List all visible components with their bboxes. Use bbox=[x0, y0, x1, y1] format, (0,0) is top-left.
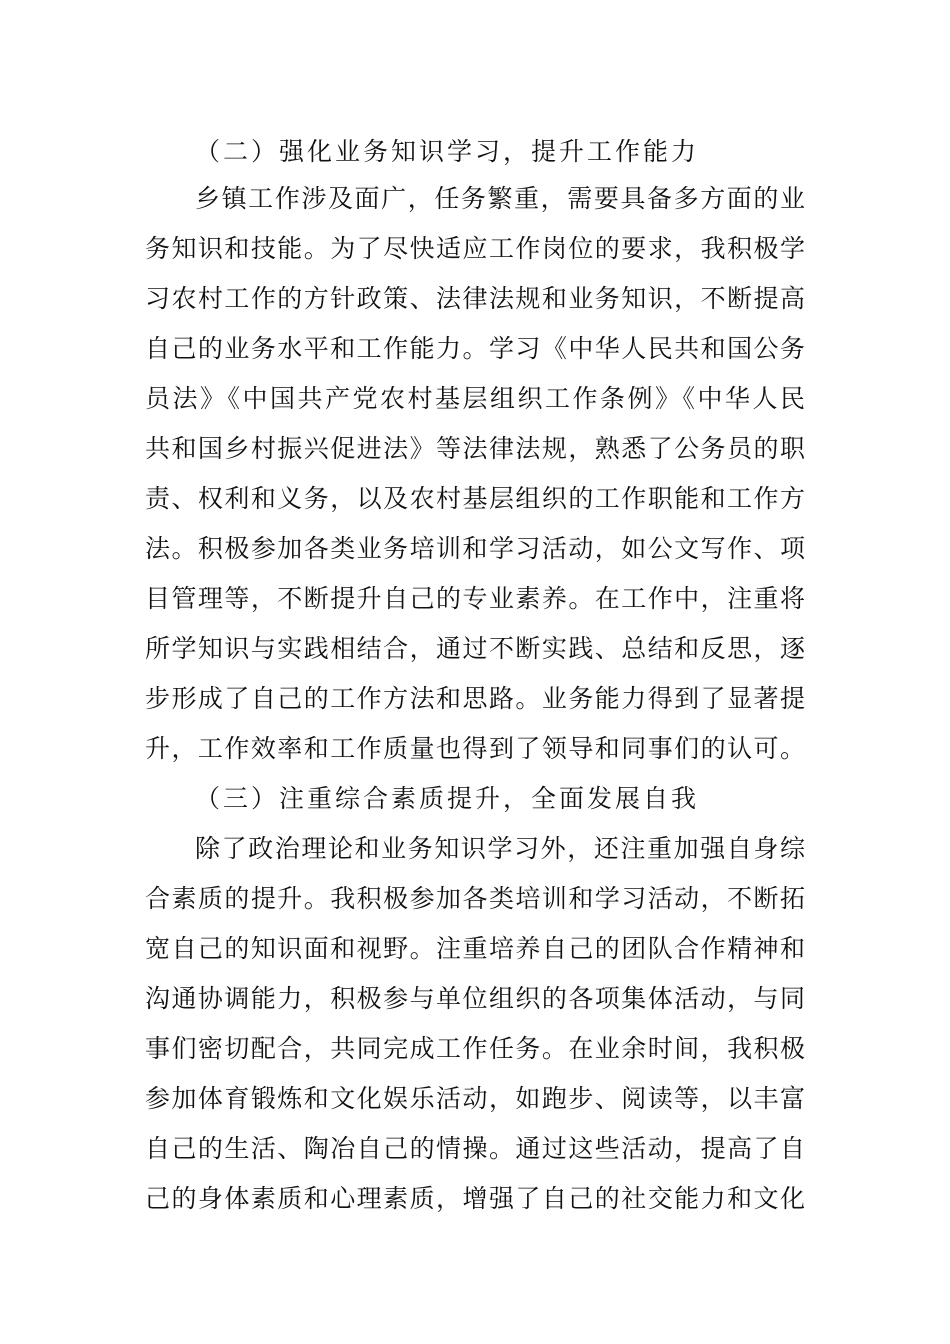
paragraph-line: 升，工作效率和工作质量也得到了领导和同事们的认可。 bbox=[145, 734, 805, 763]
paragraph-line: 合素质的提升。我积极参加各类培训和学习活动，不断拓 bbox=[145, 884, 805, 913]
paragraph-line: 参加体育锻炼和文化娱乐活动，如跑步、阅读等，以丰富 bbox=[145, 1084, 805, 1113]
paragraph-line: 员法》《中国共产党农村基层组织工作条例》《中华人民 bbox=[145, 384, 805, 413]
paragraph-line: 法。积极参加各类业务培训和学习活动，如公文写作、项 bbox=[145, 534, 805, 563]
paragraph-line: 宽自己的知识面和视野。注重培养自己的团队合作精神和 bbox=[145, 934, 805, 963]
paragraph-line: 沟通协调能力，积极参与单位组织的各项集体活动，与同 bbox=[145, 984, 805, 1013]
paragraph-line: 步形成了自己的工作方法和思路。业务能力得到了显著提 bbox=[145, 684, 805, 713]
paragraph-line: 目管理等，不断提升自己的专业素养。在工作中，注重将 bbox=[145, 584, 805, 613]
paragraph-line: 责、权利和义务，以及农村基层组织的工作职能和工作方 bbox=[145, 484, 805, 513]
paragraph-line: 事们密切配合，共同完成工作任务。在业余时间，我积极 bbox=[145, 1034, 805, 1063]
paragraph-line: 习农村工作的方针政策、法律法规和业务知识，不断提高 bbox=[145, 284, 805, 313]
paragraph-line: 务知识和技能。为了尽快适应工作岗位的要求，我积极学 bbox=[145, 234, 805, 263]
paragraph-line: 己的身体素质和心理素质，增强了自己的社交能力和文化 bbox=[145, 1184, 805, 1213]
paragraph-line: 自己的生活、陶冶自己的情操。通过这些活动，提高了自 bbox=[145, 1134, 805, 1163]
paragraph-line: 乡镇工作涉及面广，任务繁重，需要具备多方面的业 bbox=[195, 184, 805, 213]
section-heading: （二）强化业务知识学习，提升工作能力 bbox=[195, 137, 700, 166]
paragraph-line: 自己的业务水平和工作能力。学习《中华人民共和国公务 bbox=[145, 334, 805, 363]
paragraph-line: 所学知识与实践相结合，通过不断实践、总结和反思，逐 bbox=[145, 634, 805, 663]
paragraph-line: 除了政治理论和业务知识学习外，还注重加强自身综 bbox=[195, 834, 805, 863]
paragraph-line: 共和国乡村振兴促进法》等法律法规，熟悉了公务员的职 bbox=[145, 434, 805, 463]
section-heading: （三）注重综合素质提升，全面发展自我 bbox=[195, 784, 700, 813]
